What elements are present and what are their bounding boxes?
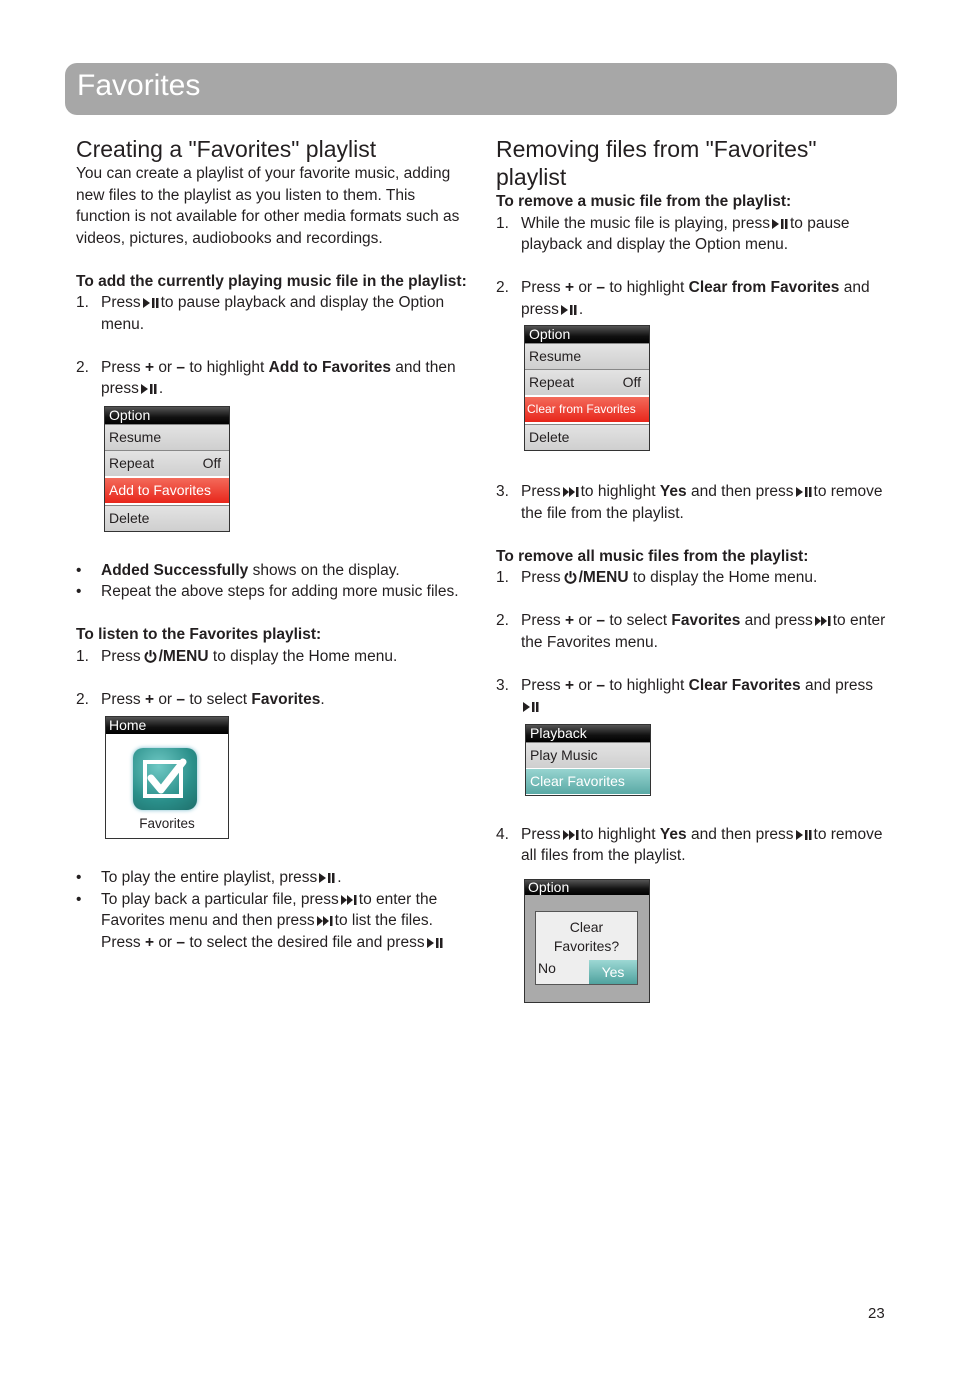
remove-all-step-1: 1. Press /MENU to display the Home menu. bbox=[496, 569, 818, 586]
menu-item-clear-favorites[interactable]: Clear Favorites bbox=[526, 768, 650, 795]
menu-title: Option bbox=[105, 407, 229, 424]
play-pause-icon bbox=[796, 830, 812, 840]
no-button[interactable]: No bbox=[538, 960, 556, 976]
menu-item-play-music[interactable]: Play Music bbox=[526, 742, 650, 768]
menu-item-repeat[interactable]: Repeat Off bbox=[105, 450, 229, 476]
listen-subheading: To listen to the Favorites playlist: bbox=[76, 626, 322, 643]
confirm-dialog bbox=[524, 879, 650, 1003]
menu-title: Option bbox=[525, 880, 649, 895]
remove-step-3: 3. Press to highlight Yes and then press to remove the file from the playlist. bbox=[496, 483, 883, 522]
yes-button[interactable]: Yes bbox=[589, 960, 637, 984]
play-pause-icon bbox=[796, 487, 812, 497]
menu-item-resume[interactable]: Resume bbox=[525, 343, 649, 369]
menu-item-add-to-favorites[interactable]: Add to Favorites bbox=[105, 476, 229, 505]
menu-title: Playback bbox=[526, 725, 650, 742]
favorites-label: Favorites bbox=[139, 816, 195, 831]
playback-menu bbox=[525, 724, 651, 796]
bullet-play-all: • To play the entire playlist, press . bbox=[76, 869, 342, 886]
menu-item-delete[interactable]: Delete bbox=[525, 424, 649, 450]
menu-item-delete[interactable]: Delete bbox=[105, 505, 229, 531]
right-column bbox=[496, 135, 892, 1003]
home-menu bbox=[105, 716, 229, 839]
skip-forward-icon bbox=[563, 830, 579, 840]
listen-step-1: 1. Press /MENU to display the Home menu. bbox=[76, 647, 398, 665]
left-column bbox=[76, 135, 472, 953]
bullet-repeat: • Repeat the above steps for adding more music files. bbox=[76, 583, 459, 600]
section-heading-remove: Removing files from "Favorites" playlist bbox=[496, 136, 817, 190]
play-pause-icon bbox=[523, 702, 539, 712]
remove-all-subheading: To remove all music files from the playlist: bbox=[496, 547, 809, 565]
menu-title: Option bbox=[525, 326, 649, 343]
menu-item-clear-from-favorites[interactable]: Clear from Favorites bbox=[525, 395, 649, 424]
page-title: Favorites bbox=[77, 69, 201, 102]
remove-step-2: 2. Press + or – to highlight Clear from Favorites and press . bbox=[496, 279, 870, 318]
play-pause-icon bbox=[427, 938, 443, 948]
skip-forward-icon bbox=[341, 895, 357, 905]
favorites-checkmark-icon[interactable] bbox=[133, 748, 197, 810]
bullet-added: • Added Successfully shows on the display. bbox=[76, 561, 400, 579]
power-icon bbox=[564, 569, 577, 582]
skip-forward-icon bbox=[317, 916, 333, 926]
play-pause-icon bbox=[141, 384, 157, 394]
intro-paragraph: You can create a playlist of your favorite music, adding new files to the playlist as you listen to them. This function is not available for other media formats such as videos, pictures, audiobooks and recordings. bbox=[76, 165, 460, 247]
remove-all-step-4: 4. Press to highlight Yes and then press to remove all files from the playlist. bbox=[496, 825, 883, 864]
confirm-question: Clear Favorites? bbox=[553, 918, 620, 954]
remove-all-step-3: 3. Press + or – to highlight Clear Favorites and press bbox=[496, 675, 892, 718]
skip-forward-icon bbox=[563, 487, 579, 497]
skip-forward-icon bbox=[815, 616, 831, 626]
play-pause-icon bbox=[561, 305, 577, 315]
power-icon bbox=[144, 648, 157, 661]
menu-item-repeat[interactable]: Repeat Off bbox=[525, 369, 649, 395]
page-number: 23 bbox=[868, 1305, 885, 1322]
menu-item-resume[interactable]: Resume bbox=[105, 424, 229, 450]
play-pause-icon bbox=[143, 298, 159, 308]
header-bar bbox=[65, 63, 897, 115]
play-pause-icon bbox=[772, 219, 788, 229]
listen-step-2: 2. Press + or – to select Favorites. bbox=[76, 690, 325, 708]
remove-step-1: 1. While the music file is playing, press to pause playback and display the Option menu. bbox=[496, 214, 850, 253]
option-menu-add bbox=[104, 406, 230, 532]
section-heading-create: Creating a "Favorites" playlist bbox=[76, 136, 377, 162]
bullet-play-one: • To play back a particular file, press to enter the Favorites menu and then press to list the files. Press + or – to select the desired file and press bbox=[76, 889, 472, 954]
remove-all-step-2: 2. Press + or – to select Favorites and press to enter the Favorites menu. bbox=[496, 612, 886, 651]
add-step-1: 1. Press to pause playback and display the Option menu. bbox=[76, 294, 445, 333]
add-step-2: 2. Press + or – to highlight Add to Favorites and then press . bbox=[76, 358, 456, 397]
menu-title: Home bbox=[106, 717, 228, 734]
play-pause-icon bbox=[319, 873, 335, 883]
remove-subheading: To remove a music file from the playlist: bbox=[496, 193, 792, 210]
option-menu-remove bbox=[524, 325, 650, 451]
add-subheading: To add the currently playing music file in the playlist: bbox=[76, 272, 467, 290]
